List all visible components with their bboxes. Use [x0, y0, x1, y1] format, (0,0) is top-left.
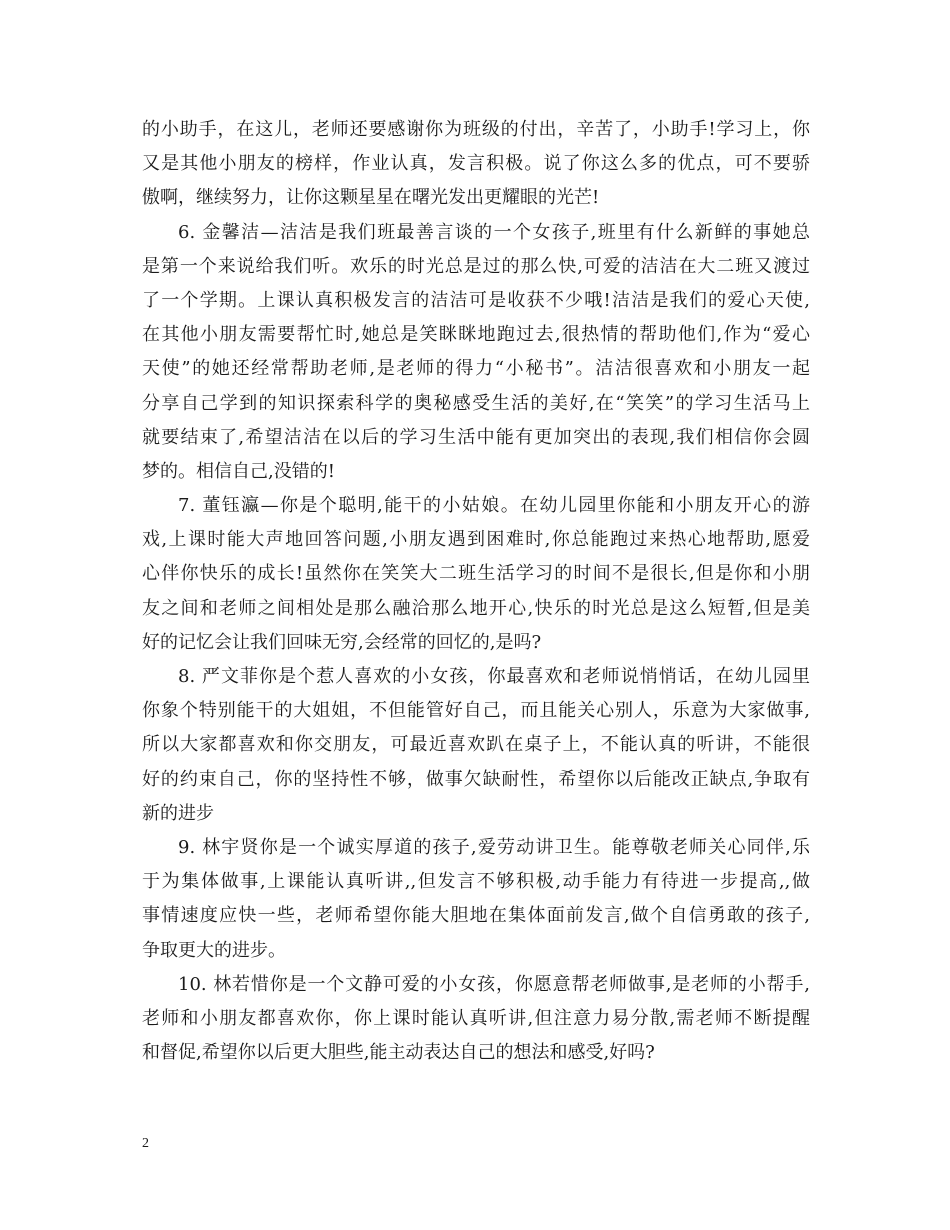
text-line: 你象个特别能干的大姐姐，不但能管好自己，而且能关心别人，乐意为大家做事,	[142, 700, 810, 722]
text-line: 戏,上课时能大声地回答问题,小朋友遇到困难时,你总能跑过来热心地帮助,愿爱	[142, 529, 810, 551]
text-line: 8. 严文菲你是个惹人喜欢的小女孩，你最喜欢和老师说悄悄话，在幼儿园里	[178, 666, 810, 687]
text-line: 老师和小朋友都喜欢你，你上课时能认真听讲,但注意力易分散,需老师不断提醒	[142, 1007, 810, 1029]
text-line: 的小助手，在这儿，老师还要感谢你为班级的付出，辛苦了，小助手!学习上，你	[142, 119, 810, 140]
paragraph-item-9	[142, 831, 810, 968]
text-line: 分享自己学到的知识探索科学的奥秘感受生活的美好,在“笑笑”的学习生活马上	[142, 392, 810, 414]
paragraph-item-7	[142, 489, 810, 660]
text-line: 7. 董钰瀛—你是个聪明,能干的小姑娘。在幼儿园里你能和小朋友开心的游	[178, 495, 810, 517]
text-line: 是第一个来说给我们听。欢乐的时光总是过的那么快,可爱的洁洁在大二班又渡过	[142, 255, 810, 277]
text-line: 9. 林宇贤你是一个诚实厚道的孩子,爱劳动讲卫生。能尊敬老师关心同伴,乐	[178, 836, 810, 858]
paragraph-item-6	[142, 216, 810, 490]
text-line: 10. 林若惜你是一个文静可爱的小女孩，你愿意帮老师做事,是老师的小帮手,	[178, 973, 810, 995]
text-line: 新的进步	[142, 802, 214, 824]
text-line: 天使”的她还经常帮助老师,是老师的得力“小秘书”。洁洁很喜欢和小朋友一起	[142, 358, 810, 380]
paragraph-item-10	[142, 968, 810, 1071]
text-line: 好的约束自己，你的坚持性不够，做事欠缺耐性，希望你以后能改正缺点,争取有	[142, 768, 810, 790]
text-line: 在其他小朋友需要帮忙时,她总是笑眯眯地跑过去,很热情的帮助他们,作为“爱心	[142, 324, 810, 346]
text-line: 于为集体做事,上课能认真听讲,,但发言不够积极,动手能力有待进一步提高,,做	[142, 871, 810, 893]
text-line: 6. 金馨洁—洁洁是我们班最善言谈的一个女孩子,班里有什么新鲜的事她总	[178, 221, 810, 243]
text-line: 事情速度应快一些，老师希望你能大胆地在集体面前发言,做个自信勇敢的孩子,	[142, 905, 810, 927]
paragraph-item-8	[142, 660, 810, 831]
text-line: 和督促,希望你以后更大胆些,能主动表达自己的想法和感受,好吗?	[142, 1042, 655, 1064]
document-body	[142, 113, 810, 1070]
text-line: 争取更大的进步。	[142, 939, 286, 961]
text-line: 梦的。相信自己,没错的!	[142, 460, 335, 482]
text-line: 又是其他小朋友的榜样，作业认真，发言积极。说了你这么多的优点，可不要骄	[142, 153, 810, 175]
text-line: 所以大家都喜欢和你交朋友，可最近喜欢趴在桌子上，不能认真的听讲，不能很	[142, 734, 810, 756]
paragraph-continued	[142, 113, 810, 216]
text-line: 心伴你快乐的成长!虽然你在笑笑大二班生活学习的时间不是很长,但是你和小朋	[142, 563, 810, 585]
text-line: 友之间和老师之间相处是那么融洽那么地开心,快乐的时光总是这么短暂,但是美	[142, 597, 810, 619]
text-line: 就要结束了,希望洁洁在以后的学习生活中能有更加突出的表现,我们相信你会圆	[142, 426, 810, 448]
text-line: 傲啊，继续努力，让你这颗星星在曙光发出更耀眼的光芒!	[142, 187, 600, 209]
text-line: 好的记忆会让我们回味无穷,会经常的回忆的,是吗?	[142, 631, 542, 653]
page-number: 2	[142, 1136, 149, 1151]
text-line: 了一个学期。上课认真积极发言的洁洁可是收获不少哦!洁洁是我们的爱心天使,	[142, 289, 810, 311]
